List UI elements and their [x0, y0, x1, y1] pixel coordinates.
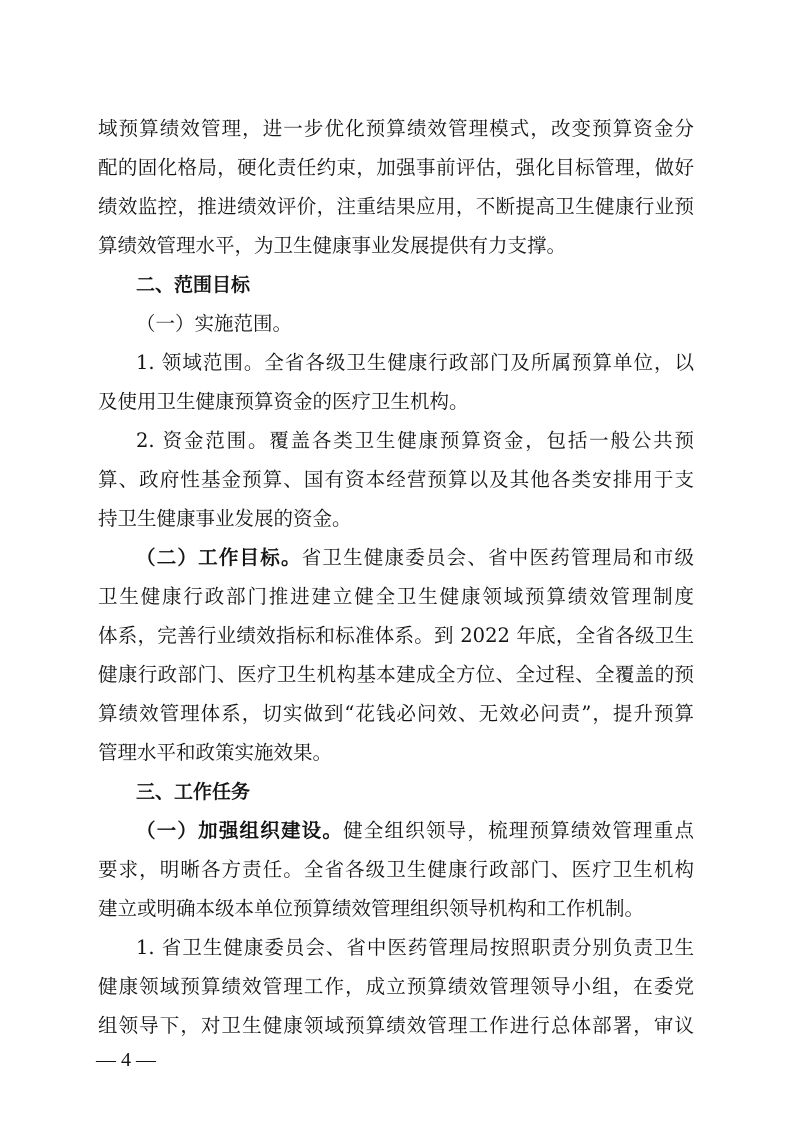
text-line: 卫生健康行政部门推进建立健全卫生健康领域预算绩效管理制度 — [98, 585, 694, 608]
page-number: — 4 — — [96, 1049, 156, 1071]
text-line — [136, 543, 694, 573]
text-line: 1. 省卫生健康委员会、省中医药管理局按照职责分别负责卫生 — [136, 936, 694, 959]
text-line-rest: 省卫生健康委员会、省中医药管理局和市级 — [301, 546, 694, 569]
text-line: 算绩效管理体系，切实做到“花钱必问效、无效必问责”，提升预算 — [98, 702, 694, 725]
text-line: 组领导下，对卫生健康领域预算绩效管理工作进行总体部署，审议 — [98, 1014, 694, 1037]
text-line: 建立或明确本级本单位预算绩效管理组织领导机构和工作机制。 — [98, 897, 645, 920]
text-line: 健康领域预算绩效管理工作，成立预算绩效管理领导小组，在委党 — [98, 975, 694, 998]
text-line: 1. 领域范围。全省各级卫生健康行政部门及所属预算单位，以 — [136, 351, 694, 374]
text-line: 算、政府性基金预算、国有资本经营预算以及其他各类安排用于支 — [98, 468, 694, 491]
text-line: 管理水平和政策实施效果。 — [98, 741, 333, 764]
text-line: 绩效监控，推进绩效评价，注重结果应用，不断提高卫生健康行业预 — [98, 195, 694, 218]
text-line: 健康行政部门、医疗卫生机构基本建成全方位、全过程、全覆盖的预 — [98, 663, 694, 686]
text-line: 2. 资金范围。覆盖各类卫生健康预算资金，包括一般公共预 — [136, 429, 694, 452]
text-line: 域预算绩效管理，进一步优化预算绩效管理模式，改变预算资金分 — [98, 117, 694, 140]
text-line — [136, 816, 694, 846]
section-heading: 二、范围目标 — [136, 274, 251, 296]
text-line: 算绩效管理水平，为卫生健康事业发展提供有力支撑。 — [98, 234, 567, 257]
text-line-rest: 健全组织领导，梳理预算绩效管理重点 — [343, 819, 694, 842]
org-build-lead: （一）加强组织建设。 — [136, 819, 344, 842]
text-line: 要求，明晰各方责任。全省各级卫生健康行政部门、医疗卫生机构 — [98, 858, 694, 881]
subsection-heading: （一）实施范围。 — [136, 312, 293, 335]
text-line: 持卫生健康事业发展的资金。 — [98, 507, 352, 530]
section-heading: 三、工作任务 — [136, 781, 251, 803]
text-line: 体系，完善行业绩效指标和标准体系。到 2022 年底，全省各级卫生 — [98, 624, 694, 647]
work-goal-lead: （二）工作目标。 — [136, 546, 302, 569]
text-line: 配的固化格局，硬化责任约束，加强事前评估，强化目标管理，做好 — [98, 156, 694, 179]
text-line: 及使用卫生健康预算资金的医疗卫生机构。 — [98, 390, 469, 413]
